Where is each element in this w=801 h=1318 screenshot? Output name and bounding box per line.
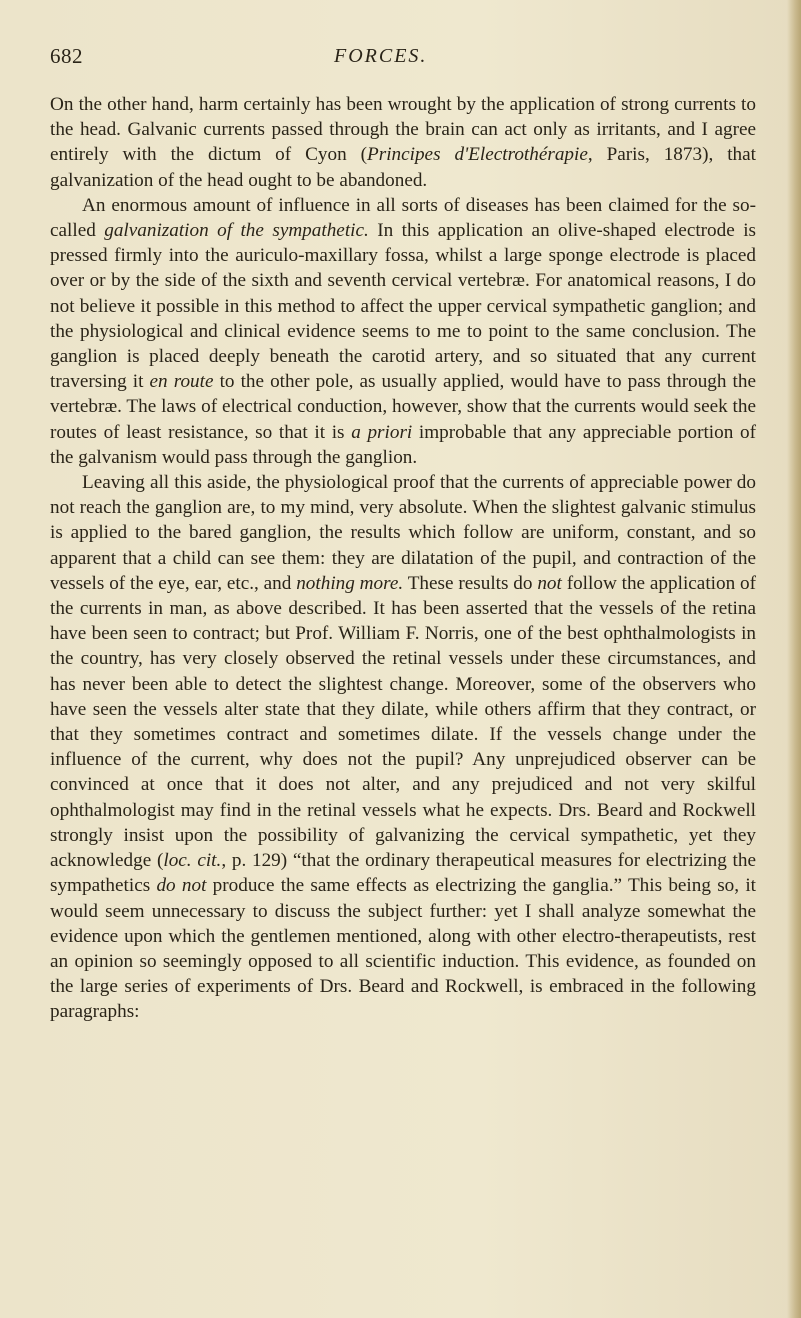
- italic-term: do not: [156, 875, 207, 897]
- paragraph-1: [50, 92, 756, 193]
- italic-term: nothing more.: [296, 572, 404, 594]
- text-run: to the other pole, as usually applied, would have to pass through the vertebræ. The laws of electrical conduction, however, show that the currents would seek the routes of least resistance, so that it is: [50, 371, 756, 443]
- text-run: produce the same effects as electrizing the ganglia.” This being so, it would seem unnecessary to discuss the subject further: yet I shall analyze somewhat the evidence upon which the gentlemen mentioned, along with other electro-therapeutists, rest an opinion so seemingly opposed to all scientific induction. This evidence, as founded on the large series of experiments of Drs. Beard and Rockwell, is embraced in the following paragraphs:: [50, 875, 756, 1023]
- text-run: , p. 129) “that the ordinary therapeutical measures for electrizing the sympathetics: [50, 850, 756, 897]
- italic-term: not: [537, 572, 562, 594]
- italic-citation: loc. cit.: [163, 850, 222, 872]
- text-run: These results do: [403, 572, 538, 594]
- text-run: , Paris, 1873), that galvanization of the head ought to be abandoned.: [50, 144, 756, 191]
- text-run: On the other hand, harm certainly has been wrought by the application of strong currents to the head. Galvanic currents passed through the brain can act only as irritants, and I agree entirely with the dictum of Cyon (: [50, 94, 756, 166]
- page-number: 682: [50, 44, 83, 68]
- page-edge-shadow: [787, 0, 801, 1318]
- text-run: improbable that any appreciable portion of the galvanism would pass through the ganglion.: [50, 421, 756, 468]
- italic-term: a priori: [351, 421, 413, 443]
- running-title: FORCES.: [334, 45, 428, 67]
- italic-term: galvanization of the sympathetic.: [104, 220, 369, 242]
- paragraph-3: [50, 470, 756, 1024]
- italic-citation: Principes d'Electrothérapie: [367, 144, 588, 166]
- italic-term: en route: [149, 371, 214, 393]
- page-header: [50, 44, 750, 74]
- text-run: In this application an olive-shaped electrode is pressed firmly into the auriculo-maxillary fossa, whilst a large sponge electrode is placed over or by the side of the sixth and seventh cervical vertebræ. For anatomical reasons, I do not believe it possible in this method to affect the upper cervical sympathetic ganglion; and the physiological and clinical evidence seems to me to point to the same conclusion. The ganglion is placed deeply beneath the carotid artery, and so situated that any current traversing it: [50, 220, 756, 393]
- text-run: Leaving all this aside, the physiological proof that the currents of appreciable power do not reach the ganglion are, to my mind, very absolute. When the slightest galvanic stimulus is applied to the bared ganglion, the results which follow are uniform, constant, and so apparent that a child can see them: they are dilatation of the pupil, and contraction of the vessels of the eye, ear, etc., and: [50, 472, 756, 594]
- body-text: [50, 92, 756, 1025]
- text-run: follow the application of the currents in man, as above described. It has been asserted that the vessels of the retina have been seen to contract; but Prof. William F. Norris, one of the best ophthalmologists in the country, has very closely observed the retinal vessels under these circumstances, and has never been able to detect the slightest change. Moreover, some of the observers who have seen the vessels alter state that they dilate, while others affirm that they contract, or that they sometimes contract and sometimes dilate. If the vessels change under the influence of the current, why does not the pupil? Any unprejudiced observer can be convinced at once that it does not alter, and any prejudiced and not very skilful ophthalmologist may find in the retinal vessels what he expects. Drs. Beard and Rockwell strongly insist upon the possibility of galvanizing the cervical sympathetic, yet they acknowledge (: [50, 572, 756, 872]
- paragraph-2: [50, 193, 756, 470]
- text-run: An enormous amount of influence in all sorts of diseases has been claimed for the so-called: [50, 194, 756, 242]
